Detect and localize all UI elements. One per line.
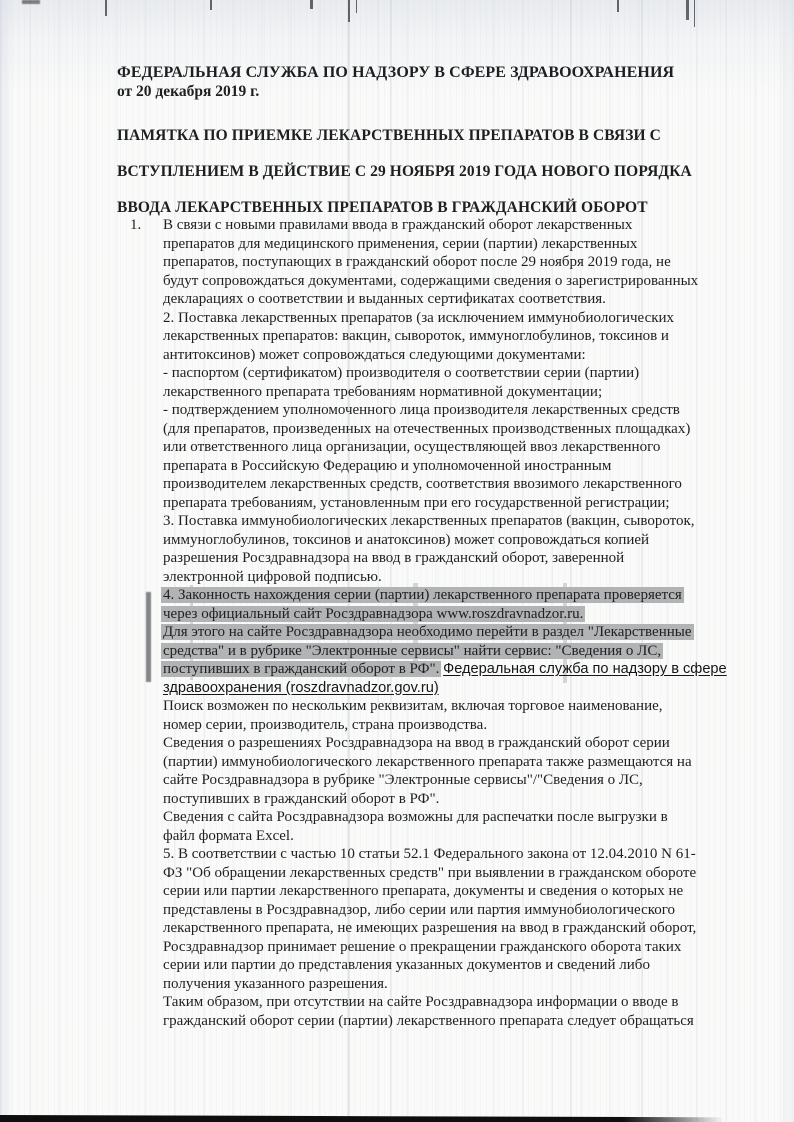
body-text: Сведения с сайта Росздравнадзора возможны для распечатки после выгрузки в — [163, 809, 668, 825]
body-text: или ответственного лица организации, осуществляющей ввоз лекарственного — [163, 439, 661, 455]
body-line — [163, 586, 763, 605]
body-line — [163, 919, 763, 938]
body-line — [163, 457, 763, 476]
body-text: препарата в Российскую Федерацию и уполномоченной иностранным — [163, 457, 612, 474]
body-text: иммуноглобулинов, токсинов и анатоксинов) может сопровождаться копией — [163, 531, 650, 548]
scan-artifact — [686, 0, 689, 20]
doc-body — [130, 216, 763, 1030]
body-line — [163, 512, 763, 531]
body-text: представлены в Росздравнадзор, либо серии или партия иммунобиологического — [163, 901, 676, 918]
body-text: 3. Поставка иммунобиологических лекарственных препаратов (вакцин, сывороток, — [163, 513, 695, 529]
highlighted-text: 4. Законность нахождения серии (партии) лекарственного препарата проверяется — [163, 587, 682, 603]
highlighted-text: Для этого на сайте Росздравнадзора необходимо перейти в раздел "Лекарственные — [163, 624, 692, 640]
org-name: ФЕДЕРАЛЬНАЯ СЛУЖБА ПО НАДЗОРУ В СФЕРЕ ЗДРАВООХРАНЕНИЯ — [117, 64, 675, 81]
doc-title-line: ВСТУПЛЕНИЕМ В ДЕЙСТВИЕ С 29 НОЯБРЯ 2019 ГОДА НОВОГО ПОРЯДКА — [117, 163, 692, 180]
body-text: Сведения о разрешениях Росздравнадзора на ввод в гражданский оборот серии — [163, 735, 670, 751]
body-text: разрешения Росздравнадзора на ввод в гражданский оборот, заверенной — [163, 550, 625, 566]
body-line — [163, 993, 763, 1012]
body-line — [163, 420, 763, 439]
scan-artifact — [694, 0, 695, 27]
body-line — [163, 327, 763, 346]
body-line — [163, 938, 763, 957]
body-line — [163, 568, 763, 587]
body-text: серии или партии лекарственного препарата, документы и сведения о которых не — [163, 883, 684, 899]
body-text: лекарственного препарата, не имеющих разрешения на ввод в гражданский оборот, — [163, 920, 697, 936]
scan-artifact — [105, 0, 107, 16]
body-line — [163, 716, 763, 735]
body-line — [163, 494, 763, 513]
scan-artifact — [310, 0, 313, 9]
body-line — [163, 531, 763, 550]
body-line — [163, 1012, 763, 1031]
body-text: сайте Росздравнадзора в рубрике "Электронные сервисы"/"Сведения о ЛС, — [163, 772, 643, 788]
body-text: Таким образом, при отсутствии на сайте Росздравнадзора информации о вводе в — [163, 994, 679, 1010]
body-line — [130, 216, 763, 235]
body-text: (для препаратов, произведенных на отечественных производственных площадках) — [163, 420, 691, 437]
body-text: 5. В соответствии с частью 10 статьи 52.1 Федерального закона от 12.04.2010 N 61- — [163, 846, 696, 862]
body-text: файл формата Excel. — [163, 827, 294, 844]
document-content — [117, 63, 757, 226]
body-line — [163, 956, 763, 975]
body-text: производителем лекарственных средств, соответствия ввозимого лекарственного — [163, 476, 682, 492]
body-line — [163, 882, 763, 901]
highlighted-text: через официальный сайт Росздравнадзора www.roszdravnadzor.ru. — [163, 605, 584, 622]
body-line — [163, 438, 763, 457]
scan-artifact — [210, 0, 212, 10]
body-line — [163, 790, 763, 809]
scan-artifact — [22, 0, 40, 4]
body-line — [163, 401, 763, 420]
body-line — [163, 475, 763, 494]
body-text: лекарственного препарата требованиям нормативной документации; — [163, 383, 603, 400]
body-text: серии или партии до представления указанных документов и сведений либо — [163, 957, 650, 973]
scan-artifact — [617, 0, 619, 12]
body-text: (партии) иммунобиологического лекарственного препарата также размещаются на — [163, 753, 692, 770]
body-text: антитоксинов) может сопровождаться следующими документами: — [163, 346, 586, 363]
body-text: электронной цифровой подписью. — [163, 568, 382, 585]
scan-artifact — [356, 0, 357, 13]
body-line — [163, 605, 763, 624]
body-line — [163, 697, 763, 716]
doc-date: от 20 декабря 2019 г. — [117, 83, 260, 100]
body-line — [163, 309, 763, 328]
doc-title-line: ПАМЯТКА ПО ПРИЕМКЕ ЛЕКАРСТВЕННЫХ ПРЕПАРАТОВ В СВЯЗИ С — [117, 127, 661, 144]
body-text: Росздравнадзор принимает решение о прекращении гражданского оборота таких — [163, 938, 682, 955]
doc-title-line: ВВОДА ЛЕКАРСТВЕННЫХ ПРЕПАРАТОВ В ГРАЖДАНСКИЙ ОБОРОТ — [117, 199, 648, 216]
body-text: препаратов для медицинского применения, серии (партии) лекарственных — [163, 235, 638, 252]
scan-artifact — [348, 0, 350, 22]
body-line — [163, 808, 763, 827]
body-text: препарата требованиям, установленным при его государственной регистрации; — [163, 494, 670, 511]
scan-bottom-band — [0, 1113, 724, 1122]
body-text: препаратов, поступающих в гражданский оборот после 29 ноября 2019 года, не — [163, 254, 671, 270]
body-line — [163, 290, 763, 309]
body-line — [163, 734, 763, 753]
body-text: - подтверждением уполномоченного лица производителя лекарственных средств — [163, 402, 680, 418]
body-text: - паспортом (сертификатом) производителя о соответствии серии (партии) — [163, 365, 640, 381]
body-line — [163, 272, 763, 291]
body-line — [163, 901, 763, 920]
hyperlink-text[interactable]: здравоохранения (roszdravnadzor.gov.ru) — [163, 679, 439, 696]
doc-title — [117, 118, 757, 226]
body-line — [163, 549, 763, 568]
body-line — [163, 679, 763, 698]
highlighted-text: средства" и в рубрике "Электронные сервисы" найти сервис: "Сведения о ЛС, — [163, 642, 662, 659]
highlighted-text: поступивших в гражданский оборот в РФ". — [163, 661, 440, 677]
body-line — [163, 642, 763, 661]
body-line — [163, 364, 763, 383]
body-line — [163, 771, 763, 790]
body-line — [163, 753, 763, 772]
body-line — [163, 235, 763, 254]
scan-artifact — [146, 592, 151, 682]
body-text: В связи с новыми правилами ввода в гражданский оборот лекарственных — [163, 217, 633, 233]
body-text: получения указанного разрешения. — [163, 975, 388, 992]
body-line — [163, 623, 763, 642]
body-text: 2. Поставка лекарственных препаратов (за исключением иммунобиологических — [163, 309, 675, 326]
body-text: ФЗ "Об обращении лекарственных средств" при выявлении в гражданском обороте — [163, 864, 697, 881]
body-line — [163, 253, 763, 272]
body-text: гражданский оборот серии (партии) лекарственного препарата следует обращаться — [163, 1012, 694, 1029]
body-text: Поиск возможен по нескольким реквизитам, включая торговое наименование, — [163, 698, 663, 714]
body-line — [163, 975, 763, 994]
body-line — [163, 864, 763, 883]
body-line — [163, 346, 763, 365]
list-item-number: 1. — [130, 217, 142, 233]
body-line — [163, 845, 763, 864]
hyperlink-text[interactable]: Федеральная служба по надзору в сфере — [443, 661, 727, 677]
body-text: поступивших в гражданский оборот в РФ". — [163, 790, 440, 807]
body-text: декларациях о соответствии и выданных сертификатах соответствия. — [163, 291, 606, 307]
body-line — [163, 383, 763, 402]
body-text: лекарственных препаратов: вакцин, сывороток, иммуноглобулинов, токсинов и — [163, 328, 669, 344]
body-text: номер серии, производитель, страна производства. — [163, 716, 488, 733]
body-text: будут сопровождаться документами, содержащими сведения о зарегистрированных — [163, 272, 699, 289]
body-line — [163, 827, 763, 846]
body-line — [163, 660, 763, 679]
